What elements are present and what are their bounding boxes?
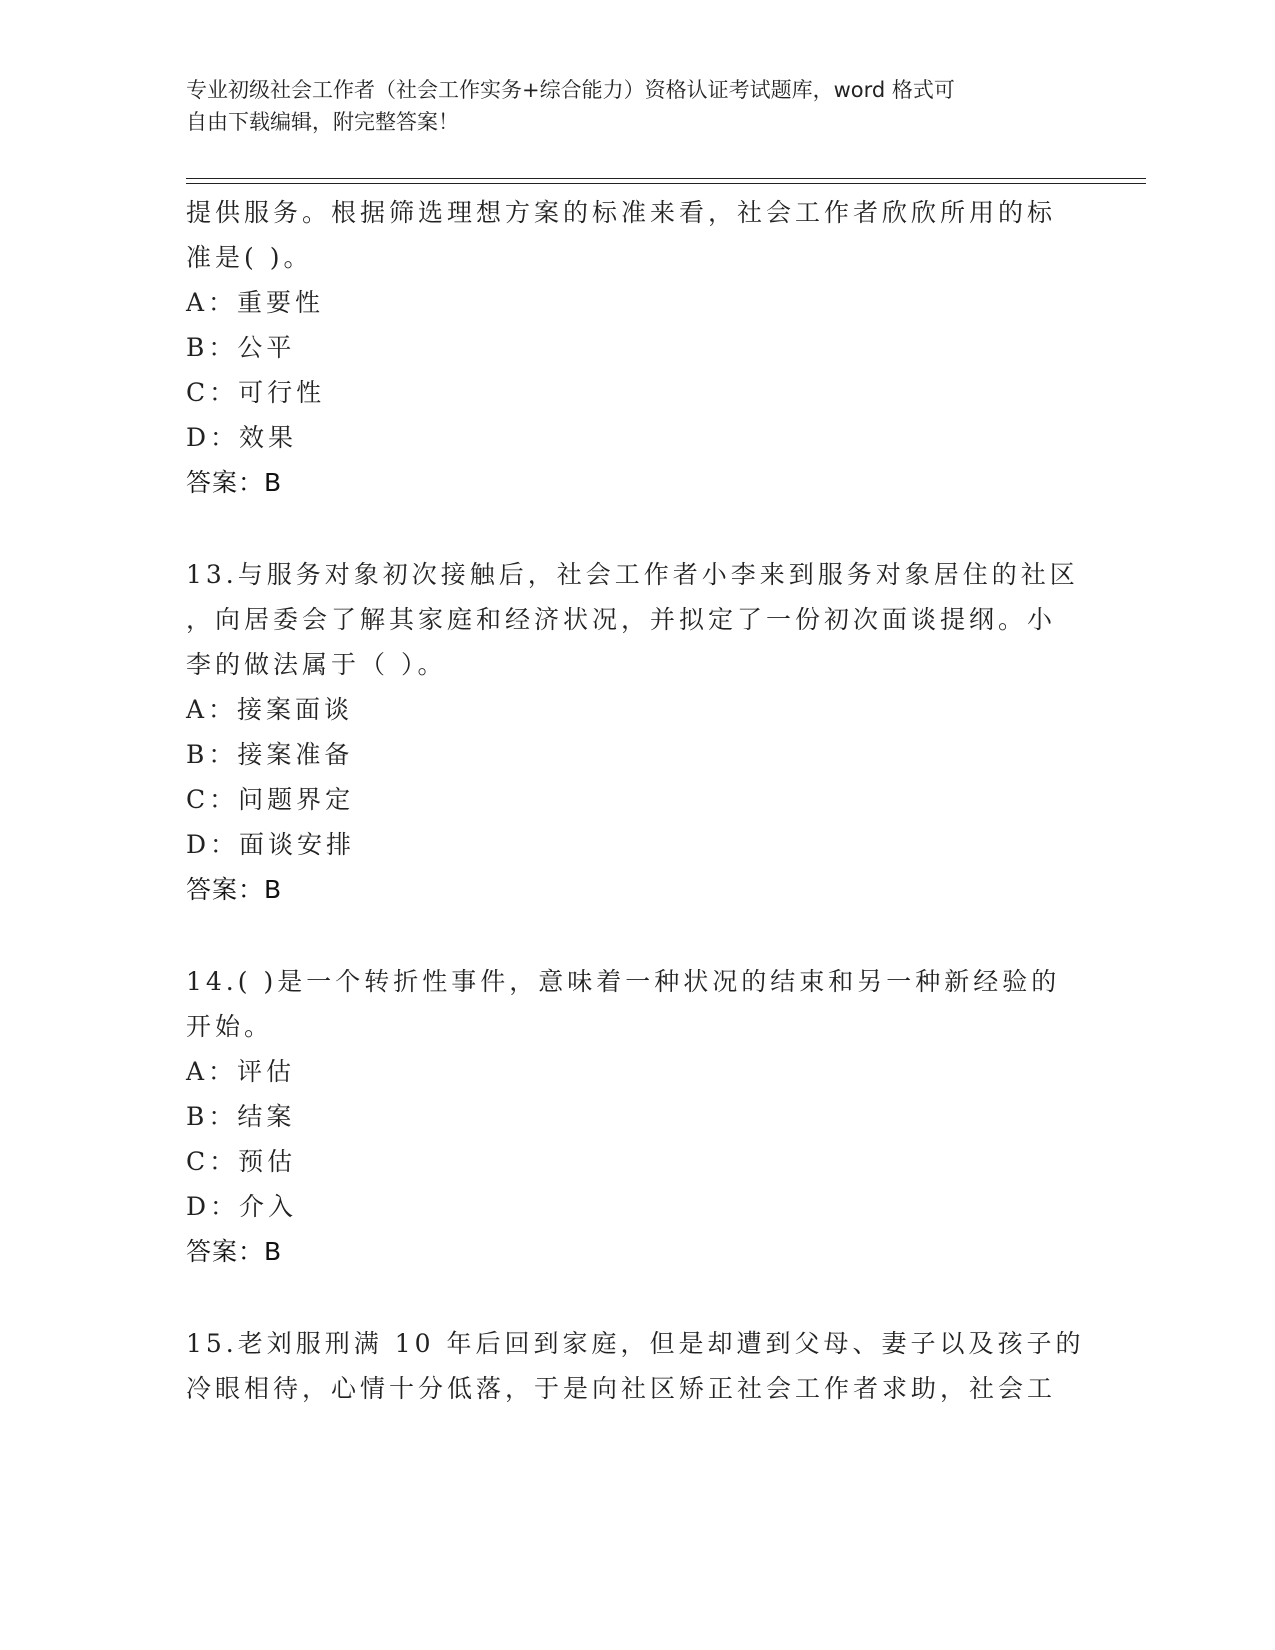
option-d: D：面谈安排 — [186, 830, 356, 859]
option-b: B：公平 — [186, 333, 296, 362]
option-d: D：效果 — [186, 423, 298, 452]
answer: 答案：B — [186, 875, 283, 904]
question-stem-line: 准是( )。 — [186, 243, 313, 272]
option-c: C：可行性 — [186, 378, 326, 407]
spacer — [186, 505, 1086, 552]
option-d: D：介入 — [186, 1192, 298, 1221]
spacer — [186, 1274, 1086, 1321]
question-stem-line: 15.老刘服刑满 10 年后回到家庭，但是却遭到父母、妻子以及孩子的 — [186, 1329, 1085, 1358]
question-stem-line: 14.( )是一个转折性事件，意味着一种状况的结束和另一种新经验的 — [186, 967, 1061, 996]
option-a: A：接案面谈 — [186, 695, 354, 724]
header-title-line-2: 自由下载编辑，附完整答案！ — [186, 110, 459, 134]
question-stem-line: 13.与服务对象初次接触后，社会工作者小李来到服务对象居住的社区 — [186, 560, 1079, 589]
question-12 — [186, 190, 1086, 505]
question-14 — [186, 959, 1086, 1274]
answer: 答案：B — [186, 468, 283, 497]
question-stem-line: 冷眼相待，心情十分低落，于是向社区矫正社会工作者求助，社会工 — [186, 1374, 1057, 1403]
option-c: C：问题界定 — [186, 785, 355, 814]
option-b: B：接案准备 — [186, 740, 354, 769]
header-divider-top — [186, 178, 1146, 179]
option-b: B：结案 — [186, 1102, 296, 1131]
header-divider-bottom — [186, 183, 1146, 184]
answer: 答案：B — [186, 1237, 283, 1266]
question-stem-line: ，向居委会了解其家庭和经济状况，并拟定了一份初次面谈提纲。小 — [186, 605, 1057, 634]
question-stem-line: 李的做法属于（ ）。 — [186, 650, 447, 679]
spacer — [186, 912, 1086, 959]
option-a: A：重要性 — [186, 288, 325, 317]
question-15 — [186, 1321, 1086, 1411]
header-title-line-1: 专业初级社会工作者（社会工作实务+综合能力）资格认证考试题库，word 格式可 — [186, 78, 955, 102]
question-list — [186, 190, 1086, 1411]
question-stem-line: 开始。 — [186, 1012, 274, 1041]
document-header — [186, 74, 1086, 138]
option-a: A：评估 — [186, 1057, 296, 1086]
question-stem-line: 提供服务。根据筛选理想方案的标准来看，社会工作者欣欣所用的标 — [186, 198, 1057, 227]
question-13 — [186, 552, 1086, 912]
option-c: C：预估 — [186, 1147, 297, 1176]
